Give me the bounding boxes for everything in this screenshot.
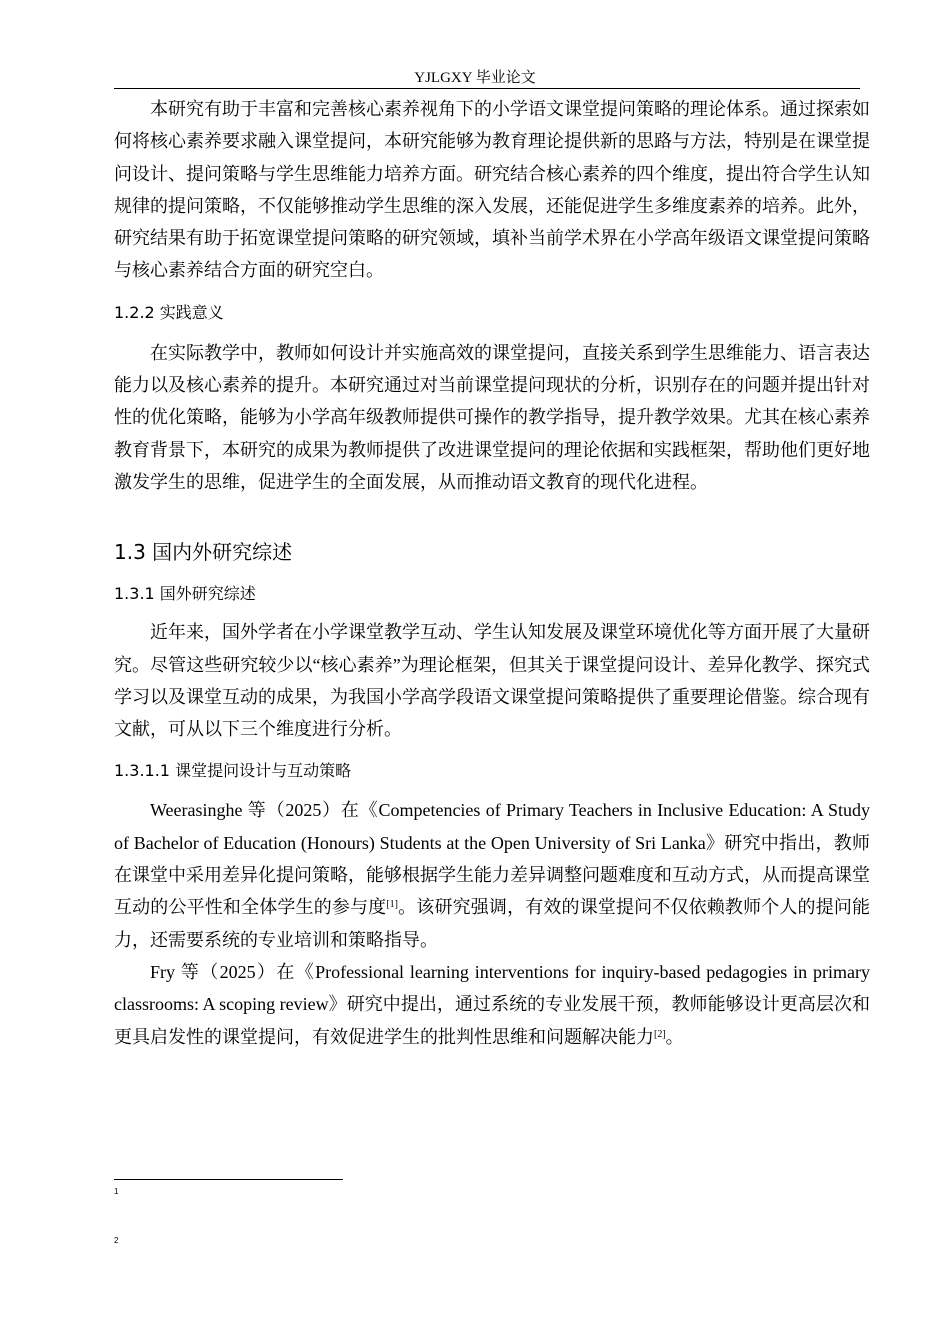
paragraph-foreign-review: 近年来，国外学者在小学课堂教学互动、学生认知发展及课堂环境优化等方面开展了大量研究。尽管这些研究较少以“核心素养”为理论框架，但其关于课堂提问设计、差异化教学、探究式学习以及课堂互动的成果，为我国小学高学段语文课堂提问策略提供了重要理论借鉴。综合现有文献，可从以下三个维度进行分析。 xyxy=(114,622,870,740)
paragraph-theory-significance: 本研究有助于丰富和完善核心素养视角下的小学语文课堂提问策略的理论体系。通过探索如何将核心素养要求融入课堂提问，本研究能够为教育理论提供新的思路与方法，特别是在课堂提问设计、提问策略与学生思维能力培养方面。研究结合核心素养的四个维度，提出符合学生认知规律的提问策略，不仅能够推动学生思维的深入发展，还能促进学生多维度素养的培养。此外，研究结果有助于拓宽课堂提问策略的研究领域，填补当前学术界在小学高年级语文课堂提问策略与核心素养结合方面的研究空白。 xyxy=(114,99,870,281)
weerasinghe-text-cont: 。该研究强调，有效的课堂提问不仅依赖教师个人的提问能力，还需要系统的专业培训和策略指导。 xyxy=(114,897,871,950)
paragraph-weerasinghe xyxy=(114,794,870,955)
footnote-2: 2 xyxy=(114,1236,119,1245)
footnote-separator xyxy=(114,1179,343,1180)
header-rule xyxy=(114,88,860,89)
citation-ref-1[interactable]: [1] xyxy=(386,899,398,911)
footnote-1: 1 xyxy=(114,1187,119,1196)
heading-1-2-2: 1.2.2 实践意义 xyxy=(114,302,224,322)
heading-1-3-1: 1.3.1 国外研究综述 xyxy=(114,584,256,604)
citation-ref-2[interactable]: [2] xyxy=(654,1028,666,1040)
paragraph-fry xyxy=(114,956,870,1053)
weerasinghe-text: Weerasinghe 等（2025）在《Competencies of Primary Teachers in Inclusive Education: A Study of Bachelor of Education (Honours) Students at the Open University of Sri Lanka》研究中指出，教师在课堂中采用差异化提问策略，能够根据学生能力差异调整问题难度和互动方式，从而提高课堂互动的公平性和全体学生的参与度 xyxy=(114,800,870,918)
heading-1-3-1-1: 1.3.1.1 课堂提问设计与互动策略 xyxy=(114,761,352,781)
heading-1-3: 1.3 国内外研究综述 xyxy=(114,540,293,565)
fry-text-cont: 。 xyxy=(665,1026,684,1047)
running-header: YJLGXY 毕业论文 xyxy=(414,70,536,86)
paragraph-practice-significance: 在实际教学中，教师如何设计并实施高效的课堂提问，直接关系到学生思维能力、语言表达能力以及核心素养的提升。本研究通过对当前课堂提问现状的分析，识别存在的问题并提出针对性的优化策略，能够为小学高年级教师提供可操作的教学指导，提升教学效果。尤其在核心素养教育背景下，本研究的成果为教师提供了改进课堂提问的理论依据和实践框架，帮助他们更好地激发学生的思维，促进学生的全面发展，从而推动语文教育的现代化进程。 xyxy=(114,342,870,492)
fry-text: Fry 等（2025）在《Professional learning interventions for inquiry-based pedagogies in primary classrooms: A scoping review》研究中提出，通过系统的专业发展干预，教师能够设计更高层次和更具启发性的课堂提问，有效促进学生的批判性思维和问题解决能力 xyxy=(114,961,870,1047)
body-content xyxy=(114,93,870,1053)
